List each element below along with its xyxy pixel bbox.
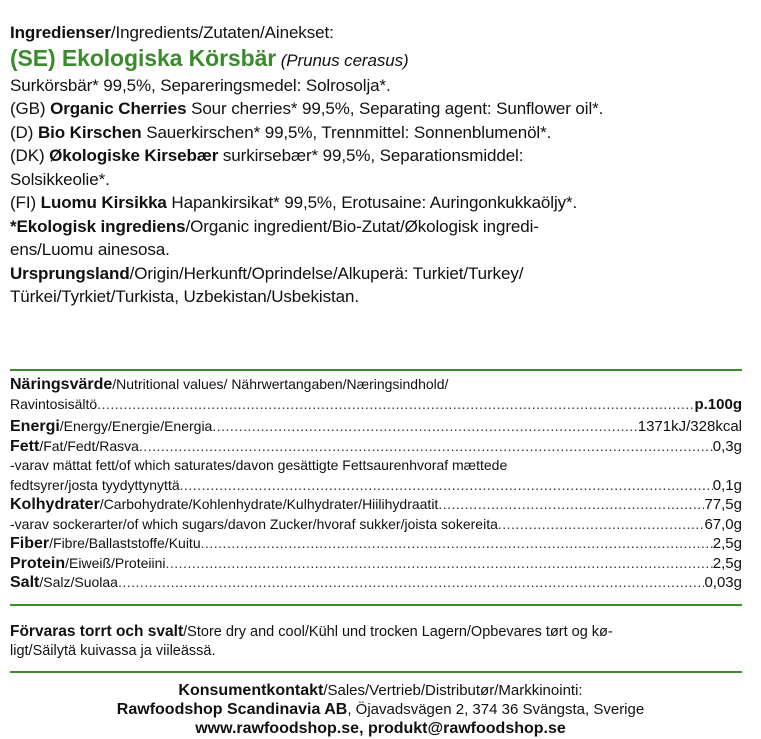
nutrition-table [10,376,742,594]
ingredients-gb: (GB) Organic Cherries Sour cherries* 99,5%, Separating agent: Sunflower oil*. [10,99,604,118]
ingredients-dk-cont: Solsikkeolie*. [10,169,110,189]
nutrition-row: Salt/Salz/Suolaa ..... 0,03g [10,574,742,594]
divider-middle [10,604,742,606]
ingredients-section [10,21,745,309]
nutrition-header: Näringsvärde/Nutritional values/ Nährwertangaben/Næringsindhold/ [10,376,449,393]
ingredients-fi: (FI) Luomu Kirsikka Hapankirsikat* 99,5%, Erotusaine: Auringonkukkaöljy*. [10,193,578,212]
origin-cont: Türkei/Tyrkiet/Turkista, Uzbekistan/Usbekistan. [10,287,359,306]
origin: Ursprungsland/Origin/Herkunft/Oprindelse/Alkuperä: Turkiet/Turkey/ [10,263,524,283]
nutrition-row: -varav mättat fett/of which saturates/davon gesättigte Fettsaurenhvoraf mættede [10,457,508,473]
contact-web: www.rawfoodshop.se, produkt@rawfoodshop.se [195,720,566,737]
ingredients-heading: Ingredienser/Ingredients/Zutaten/Ainekset: [10,23,334,42]
product-title [10,45,745,74]
nutrition-row: Kolhydrater/Carbohydrate/Kohlenhydrate/Kulhydrater/Hiilihydraatit ..... 77,5g [10,496,742,516]
organic-note-cont: ens/Luomu ainesosa. [10,240,170,259]
organic-note: *Ekologisk ingrediens/Organic ingredient/Bio-Zutat/Økologisk ingredi- [10,216,539,236]
divider-bottom [10,671,742,673]
nutrition-per: Ravintosisältö ..... p.100g [10,396,742,416]
nutrition-row: Fiber/Fibre/Ballaststoffe/Kuitu ..... 2,5g [10,535,742,555]
nutrition-row: Protein/Eiweiß/Proteiini ..... 2,5g [10,555,742,575]
ingredients-d: (D) Bio Kirschen Sauerkirschen* 99,5%, Trennmittel: Sonnenblumenöl*. [10,122,552,142]
nutrition-row: -varav sockerarter/of which sugars/davon Zucker/hvoraf sukker/joista sokereita ..... 67,0g [10,516,742,536]
nutrition-row: Energi/Energy/Energie/Energia ..... 1371kJ/328kcal [10,418,742,438]
ingredients-dk: (DK) Økologiske Kirsebær surkirsebær* 99,5%, Separationsmiddel: [10,146,524,165]
divider-top [10,369,742,371]
latin-name: (Prunus cerasus) [280,50,409,70]
nutrition-row: fedtsyrer/josta tyydyttynyttä ..... 0,1g [10,477,742,497]
storage-instructions: Förvaras torrt och svalt/Store dry and cool/Kühl und trocken Lagern/Opbevares tørt og kø- ligt/Säilytä kuivassa ja viileässä. [10,623,613,659]
ingredients-se: Surkörsbär* 99,5%, Separeringsmedel: Solrosolja*. [10,75,391,95]
product-name: (SE) Ekologiska Körsbär [10,44,277,71]
consumer-contact: Konsumentkontakt/Sales/Vertrieb/Distributør/Markkinointi: Rawfoodshop Scandinavia AB, Öjavadsvägen 2, 374 36 Svängsta, Sverige www.rawfoodshop.se, produkt@rawfoodshop.se [116,682,645,737]
nutrition-row: Fett/Fat/Fedt/Rasva ..... 0,3g [10,438,742,458]
